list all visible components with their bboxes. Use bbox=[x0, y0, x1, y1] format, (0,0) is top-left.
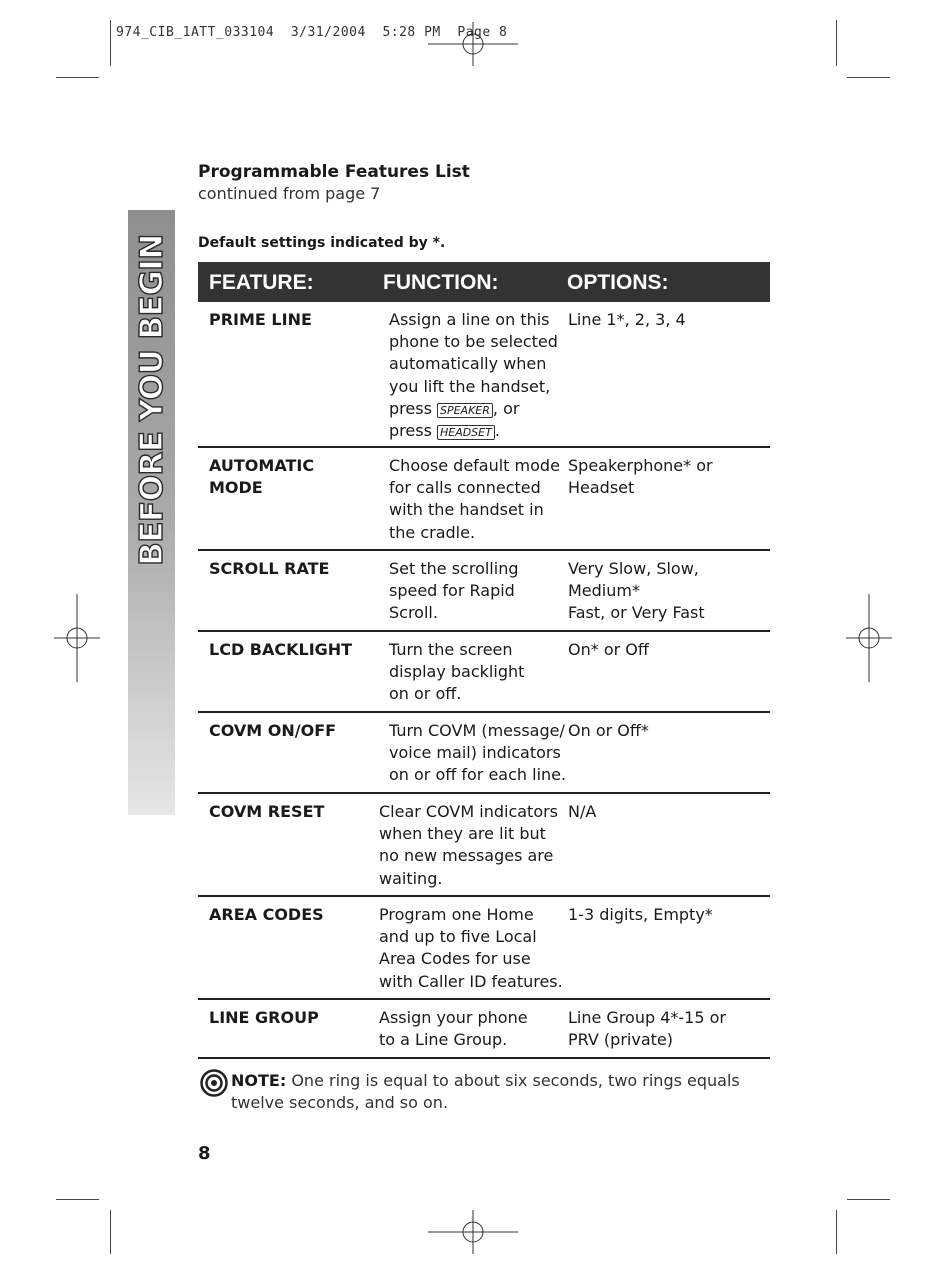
crop-mark bbox=[110, 1210, 111, 1254]
feature-function: Clear COVM indicators when they are lit but no new messages are waiting. bbox=[379, 802, 559, 888]
feature-options: Line Group 4*-15 or PRV (private) bbox=[568, 1008, 726, 1050]
crop-mark bbox=[847, 1199, 890, 1200]
feature-options: 1-3 digits, Empty* bbox=[568, 905, 713, 924]
default-settings-note: Default settings indicated by *. bbox=[198, 235, 446, 251]
registration-mark-icon bbox=[846, 594, 892, 682]
feature-name: SCROLL RATE bbox=[209, 559, 330, 578]
feature-function: Choose default mode for calls connected with the handset in the cradle. bbox=[389, 456, 560, 542]
crop-mark bbox=[56, 1199, 99, 1200]
feature-options: N/A bbox=[568, 802, 597, 821]
feature-name: PRIME LINE bbox=[209, 310, 312, 329]
feature-options: On or Off* bbox=[568, 721, 649, 740]
feature-name: AREA CODES bbox=[209, 905, 324, 924]
section-side-tab-label: BEFORE YOU BEGIN bbox=[134, 234, 170, 566]
page-number: 8 bbox=[198, 1143, 211, 1164]
crop-mark bbox=[836, 20, 837, 66]
registration-mark-icon bbox=[54, 594, 100, 682]
crop-mark bbox=[847, 77, 890, 78]
crop-mark bbox=[56, 77, 99, 78]
feature-options: Very Slow, Slow, Medium* Fast, or Very Fast bbox=[568, 559, 705, 623]
feature-function: Assign a line on this phone to be selected automatically when you lift the handset, press SPEAKER , or press HEADSET . bbox=[389, 310, 558, 441]
column-header-options: OPTIONS: bbox=[567, 271, 669, 294]
table-row bbox=[198, 794, 770, 897]
table-row bbox=[198, 632, 770, 713]
feature-options: Speakerphone* or Headset bbox=[568, 456, 713, 498]
table-row bbox=[198, 713, 770, 794]
features-table bbox=[198, 262, 770, 1059]
speaker-key-icon: SPEAKER bbox=[437, 403, 493, 418]
feature-function: Turn the screen display backlight on or off. bbox=[389, 640, 525, 704]
print-slug: 974_CIB_1ATT_033104 3/31/2004 5:28 PM Page 8 bbox=[116, 25, 508, 40]
table-header bbox=[198, 262, 770, 302]
note-label: NOTE: bbox=[231, 1071, 287, 1090]
feature-name: LINE GROUP bbox=[209, 1008, 319, 1027]
crop-mark bbox=[110, 20, 111, 66]
table-row bbox=[198, 448, 770, 551]
page-subtitle: continued from page 7 bbox=[198, 184, 381, 203]
page-title: Programmable Features List bbox=[198, 162, 470, 182]
feature-function: Turn COVM (message/ voice mail) indicators on or off for each line. bbox=[389, 721, 567, 785]
column-header-feature: FEATURE: bbox=[209, 271, 314, 294]
feature-options: Line 1*, 2, 3, 4 bbox=[568, 310, 686, 329]
table-row bbox=[198, 551, 770, 632]
note-target-icon bbox=[200, 1069, 228, 1097]
table-row bbox=[198, 897, 770, 1000]
note-text: NOTE: One ring is equal to about six seconds, two rings equals bbox=[231, 1071, 740, 1090]
column-header-function: FUNCTION: bbox=[383, 271, 499, 294]
note-text-continued: twelve seconds, and so on. bbox=[231, 1093, 449, 1112]
feature-name: COVM ON/OFF bbox=[209, 721, 337, 740]
feature-function: Program one Home and up to five Local Area Codes for use with Caller ID features. bbox=[379, 905, 563, 991]
headset-key-icon: HEADSET bbox=[437, 425, 495, 440]
feature-name: LCD BACKLIGHT bbox=[209, 640, 353, 659]
table-row bbox=[198, 1000, 770, 1059]
feature-options: On* or Off bbox=[568, 640, 649, 659]
registration-mark-icon bbox=[428, 1210, 518, 1254]
feature-name: AUTOMATIC MODE bbox=[209, 456, 315, 498]
feature-name: COVM RESET bbox=[209, 802, 325, 821]
feature-function: Assign your phone to a Line Group. bbox=[379, 1008, 528, 1050]
table-row bbox=[198, 302, 770, 448]
crop-mark bbox=[836, 1210, 837, 1254]
feature-function: Set the scrolling speed for Rapid Scroll. bbox=[389, 559, 519, 623]
registration-mark-icon bbox=[428, 22, 518, 66]
